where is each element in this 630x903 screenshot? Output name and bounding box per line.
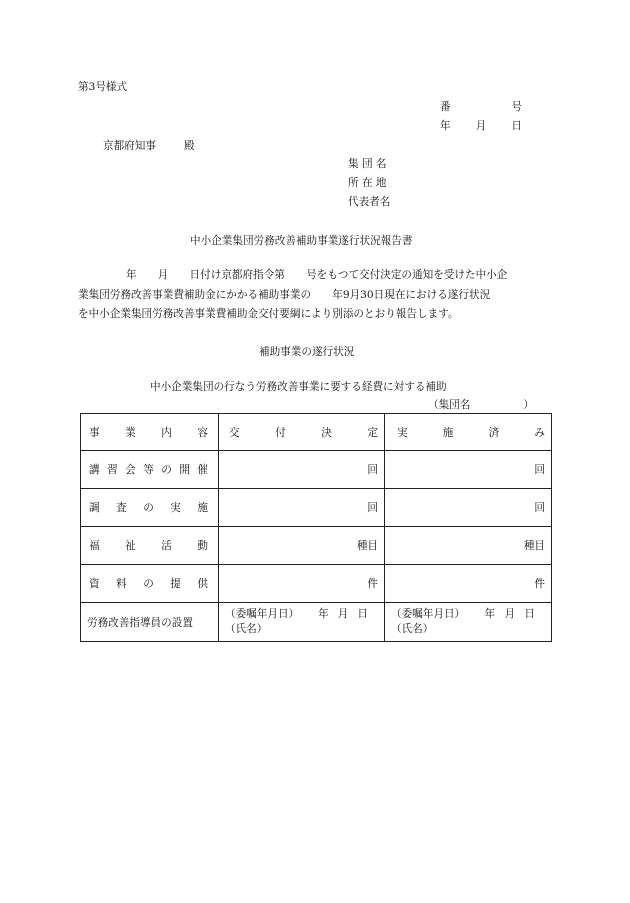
row-label-survey: 調 査 の 実 施 [81,489,219,527]
date-day: 日 [511,120,522,132]
header-content: 事 業 内 容 [81,414,219,451]
header-decided: 交 付 決 定 [219,414,385,451]
done-advisor-note: （委嘱年月日） 年 月 日 （氏名） [385,603,552,642]
body-line-1: 年 月 日付け京都府指令第 号をもつて交付決定の通知を受けた中小企 [126,269,508,281]
done-unit: 回 [385,489,552,527]
done-unit: 件 [385,565,552,603]
group-name-label: 集 団 名 [348,158,387,170]
representative-label: 代表者名 [348,196,391,208]
subtitle: 中小企業集団の行なう労務改善事業に要する経費に対する補助 [150,381,447,393]
table-row [81,451,552,489]
date-month: 月 [475,120,487,132]
decided-unit: 件 [219,565,385,603]
table-row [81,603,552,642]
status-table [80,413,552,642]
done-unit: 回 [385,451,552,489]
done-unit: 種目 [385,527,552,565]
decided-unit: 回 [219,451,385,489]
body-text [78,266,548,325]
body-line-3: を中小企業集団労務改善事業費補助金交付要綱により別添のとおり報告します。 [78,308,459,320]
row-label-welfare: 福 祉 活 動 [81,527,219,565]
honorific: 殿 [184,140,195,152]
decided-unit: 種目 [219,527,385,565]
number-row [440,99,522,114]
date-row [440,118,522,133]
table-row [81,565,552,603]
addressee: 京都府知事 [103,140,156,152]
number-label: 番 [440,101,451,113]
group-name-field: （集団名 ） [428,399,534,411]
table-row [81,489,552,527]
decided-unit: 回 [219,489,385,527]
section-title: 補助事業の遂行状況 [259,346,355,358]
header-done: 実 施 済 み [385,414,552,451]
table-row [81,527,552,565]
row-label-materials: 資 料 の 提 供 [81,565,219,603]
decided-advisor-note: （委嘱年月日） 年 月 日 （氏名） [219,603,385,642]
row-label-seminar: 講 習 会 等 の 開 催 [81,451,219,489]
form-number: 第3号様式 [78,81,128,93]
number-suffix: 号 [511,101,522,113]
table-header-row [81,414,552,451]
row-label-advisor: 労務改善指導員の設置 [81,603,219,642]
document-title: 中小企業集団労務改善補助事業遂行状況報告書 [190,235,413,247]
body-line-2: 業集団労務改善事業費補助金にかかる補助事業の 年9月30日現在における遂行状況 [78,288,491,301]
date-year: 年 [440,120,451,132]
address-label: 所 在 地 [348,177,387,189]
